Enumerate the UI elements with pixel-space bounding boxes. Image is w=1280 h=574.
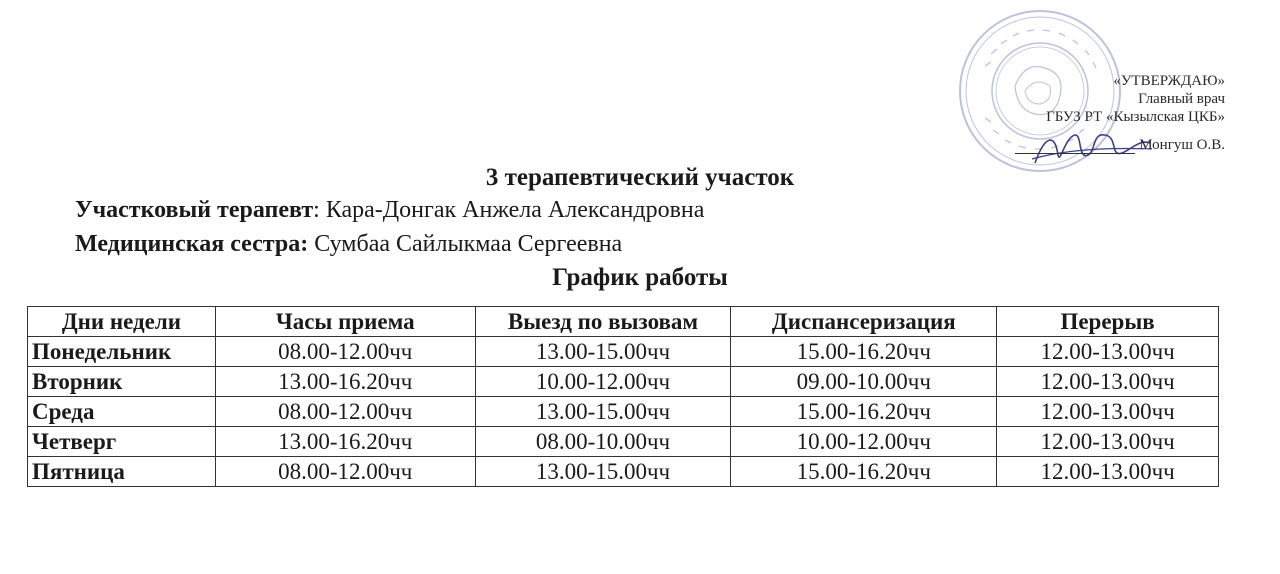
nurse-name: Сумбаа Сайлыкмаа Сергеевна bbox=[308, 231, 623, 257]
signature-blank bbox=[1015, 139, 1135, 154]
approval-position: Главный врач bbox=[1138, 91, 1225, 107]
dispensary-cell: 15.00-16.20чч bbox=[731, 337, 997, 367]
dispensary-cell: 09.00-10.00чч bbox=[731, 367, 997, 397]
house-calls-cell: 13.00-15.00чч bbox=[475, 337, 731, 367]
break-cell: 12.00-13.00чч bbox=[997, 427, 1219, 457]
house-calls-cell: 08.00-10.00чч bbox=[475, 427, 731, 457]
house-calls-cell: 13.00-15.00чч bbox=[475, 397, 731, 427]
header-house-calls: Выезд по вызовам bbox=[475, 307, 731, 337]
day-cell: Пятница bbox=[28, 457, 216, 487]
day-cell: Понедельник bbox=[28, 337, 216, 367]
table-row bbox=[28, 457, 1219, 487]
table-row bbox=[28, 397, 1219, 427]
day-cell: Среда bbox=[28, 397, 216, 427]
header-reception-hours: Часы приема bbox=[215, 307, 475, 337]
house-calls-cell: 13.00-15.00чч bbox=[475, 457, 731, 487]
house-calls-cell: 10.00-12.00чч bbox=[475, 367, 731, 397]
reception-hours-cell: 08.00-12.00чч bbox=[215, 337, 475, 367]
day-cell: Четверг bbox=[28, 427, 216, 457]
doctor-separator: : bbox=[313, 197, 320, 223]
dispensary-cell: 10.00-12.00чч bbox=[731, 427, 997, 457]
doctor-info bbox=[75, 195, 704, 225]
break-cell: 12.00-13.00чч bbox=[997, 397, 1219, 427]
reception-hours-cell: 13.00-16.20чч bbox=[215, 367, 475, 397]
approval-organization: ГБУЗ РТ «Кызылская ЦКБ» bbox=[1046, 109, 1225, 125]
signature-line bbox=[965, 136, 1225, 154]
header-dispensary: Диспансеризация bbox=[731, 307, 997, 337]
reception-hours-cell: 08.00-12.00чч bbox=[215, 397, 475, 427]
schedule-table bbox=[27, 306, 1219, 487]
table-row bbox=[28, 367, 1219, 397]
table-row bbox=[28, 337, 1219, 367]
header-break: Перерыв bbox=[997, 307, 1219, 337]
reception-hours-cell: 08.00-12.00чч bbox=[215, 457, 475, 487]
nurse-label: Медицинская сестра: bbox=[75, 231, 309, 257]
doctor-label: Участковый терапевт bbox=[75, 197, 314, 223]
reception-hours-cell: 13.00-16.20чч bbox=[215, 427, 475, 457]
doctor-name: Кара-Донгак Анжела Александровна bbox=[319, 197, 705, 223]
table-row bbox=[28, 427, 1219, 457]
schedule-title: График работы bbox=[552, 264, 728, 291]
page-title: 3 терапевтический участок bbox=[485, 164, 795, 191]
approval-signer: Монгуш О.В. bbox=[1139, 137, 1225, 153]
approval-heading: «УТВЕРЖДАЮ» bbox=[1113, 73, 1225, 89]
table-header-row bbox=[28, 307, 1219, 337]
approval-block bbox=[965, 72, 1225, 154]
nurse-info bbox=[75, 229, 622, 259]
break-cell: 12.00-13.00чч bbox=[997, 337, 1219, 367]
day-cell: Вторник bbox=[28, 367, 216, 397]
dispensary-cell: 15.00-16.20чч bbox=[731, 397, 997, 427]
header-days: Дни недели bbox=[28, 307, 216, 337]
break-cell: 12.00-13.00чч bbox=[997, 367, 1219, 397]
dispensary-cell: 15.00-16.20чч bbox=[731, 457, 997, 487]
break-cell: 12.00-13.00чч bbox=[997, 457, 1219, 487]
